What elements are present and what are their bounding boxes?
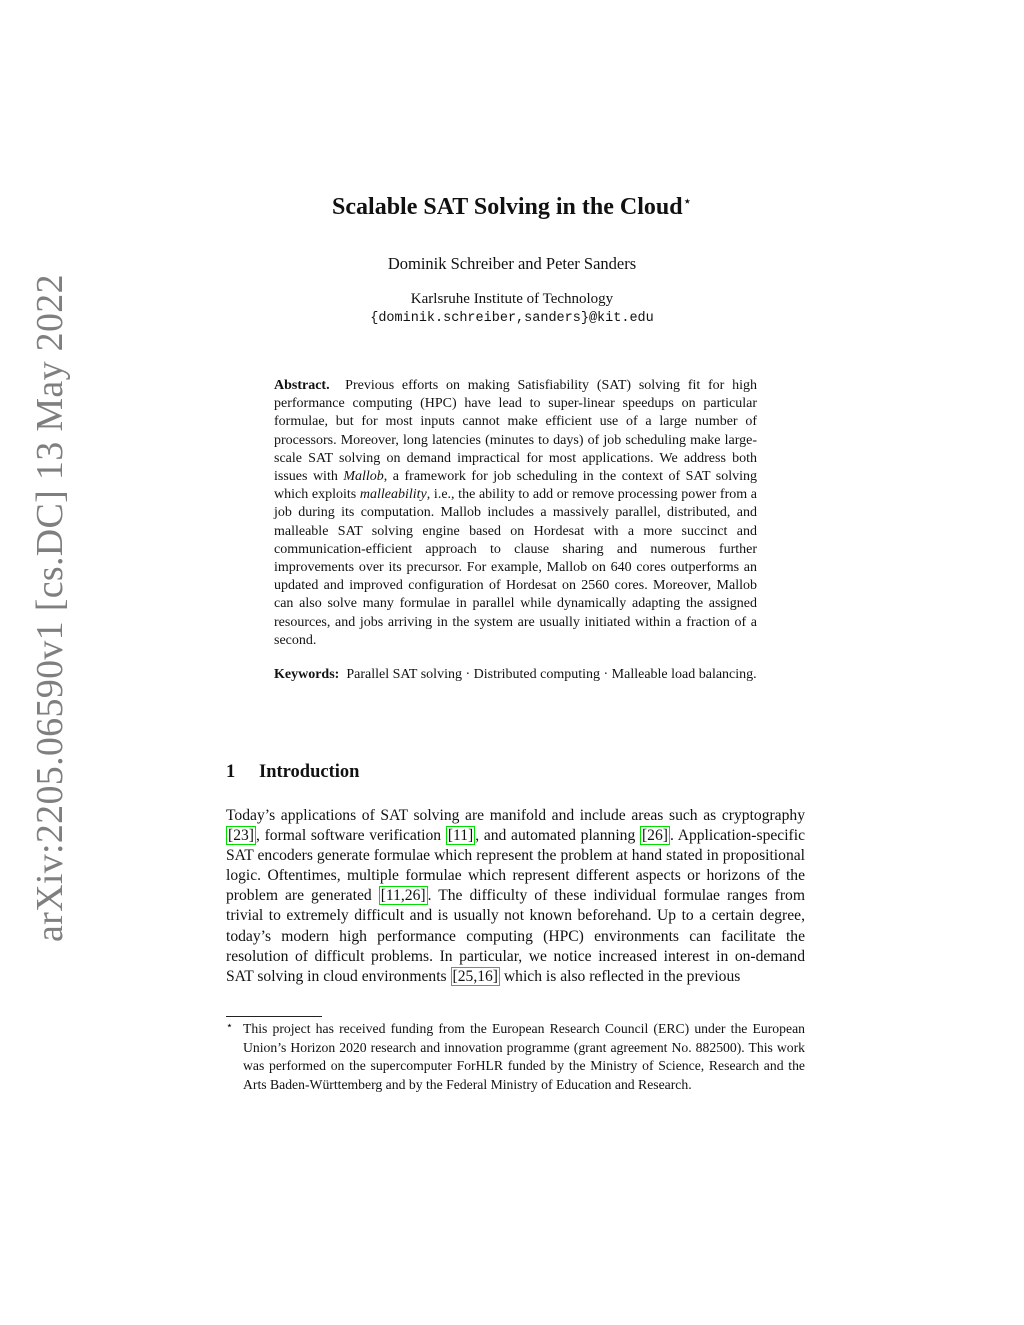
- affiliation: Karlsruhe Institute of Technology: [410, 291, 614, 307]
- footnote-divider: [226, 1016, 322, 1017]
- intro-text-1: Today’s applications of SAT solving are manifold and include areas such as cryptography: [226, 807, 805, 824]
- abstract-block: [274, 377, 757, 684]
- term-malleability: malleability: [359, 487, 427, 503]
- author-email: {dominik.schreiber,sanders}@kit.edu: [370, 311, 654, 326]
- funding-footnote: [226, 1020, 805, 1094]
- paper-title-text: Scalable SAT Solving in the Cloud: [332, 194, 683, 220]
- abstract-paragraph: [274, 377, 757, 650]
- term-mallob: Mallob: [343, 469, 384, 485]
- citation-link[interactable]: [25,16]: [452, 967, 499, 985]
- intro-text-5: . The difficulty of these individual formulae ranges from trivial to extremely difficult and is usually not known beforehand. Up to a certain degree, today’s modern high performance computing (HPC) environments can facilitate the resolution of difficult problems. In particular, we notice increased interest in on-demand SAT solving in cloud environments: [226, 887, 805, 985]
- intro-text-4: . Application-specific SAT encoders generate formulae which represent the problem at hand stated in propositional logic. Oftentimes, multiple formulae which represent different aspects or horizons of the problem are generated: [226, 827, 805, 905]
- abstract-text-part-3: , i.e., the ability to add or remove processing power from a job during its computation. Mallob includes a massively parallel, distributed, and malleable SAT solving engine based on Hordesat with a more succinct and communication-efficient approach to clause sharing and numerous further improvements over its precursor. For example, Mallob on 640 cores outperforms an updated and improved configuration of Hordesat on 2560 cores. Moreover, Mallob can also solve many formulae in parallel while dynamically adapting the assigned resources, and jobs arriving in the system are usually initiated within a fraction of a second.: [274, 487, 758, 648]
- citation-link[interactable]: [11,26]: [380, 887, 426, 905]
- abstract-text-part-1: Previous efforts on making Satisfiability (SAT) solving fit for high performance computing (HPC) have lead to super-linear speedups on particular formulae, but for most inputs cannot make efficient use of a large number of processors. Moreover, long latencies (minutes to days) of job scheduling make large-scale SAT solving on demand impractical for most applications. We address both issues with: [274, 378, 758, 485]
- affiliation-block: [0, 289, 1024, 329]
- intro-text-2: , formal software verification: [255, 827, 446, 845]
- keywords-text: Parallel SAT solving · Distributed computing · Malleable load balancing.: [346, 667, 757, 683]
- keywords-label: Keywords:: [274, 667, 340, 683]
- section-heading-introduction: [226, 762, 359, 783]
- abstract-label: Abstract.: [274, 378, 330, 393]
- introduction-paragraph: [226, 806, 805, 987]
- author-list: Dominik Schreiber and Peter Sanders: [387, 254, 637, 273]
- footnote-mark: ⋆: [226, 1020, 233, 1032]
- citation-link[interactable]: [11]: [447, 827, 474, 845]
- intro-text-3: , and automated planning: [475, 827, 640, 845]
- footnote-text: This project has received funding from the European Research Council (ERC) under the European Union’s Horizon 2020 research and innovation programme (grant agreement No. 882500). This work was performed on the supercomputer ForHLR funded by the Ministry of Science, Research and the Arts Baden-Württemberg and by the Federal Ministry of Education and Research.: [243, 1021, 805, 1092]
- citation-link[interactable]: [23]: [228, 827, 254, 845]
- arxiv-identifier-stamp: arXiv:2205.06590v1 [cs.DC] 13 May 2022: [29, 274, 71, 942]
- section-title: Introduction: [259, 762, 360, 782]
- abstract-text-part-2: , a framework for job scheduling in the context of SAT solving which exploits: [274, 469, 758, 503]
- citation-link[interactable]: [26]: [641, 827, 668, 845]
- paper-title: [0, 186, 1024, 223]
- intro-text-6: which is also reflected in the previous: [500, 967, 741, 985]
- title-footnote-mark: ⋆: [682, 194, 692, 210]
- section-number: 1: [226, 762, 236, 782]
- keywords-paragraph: [274, 666, 757, 684]
